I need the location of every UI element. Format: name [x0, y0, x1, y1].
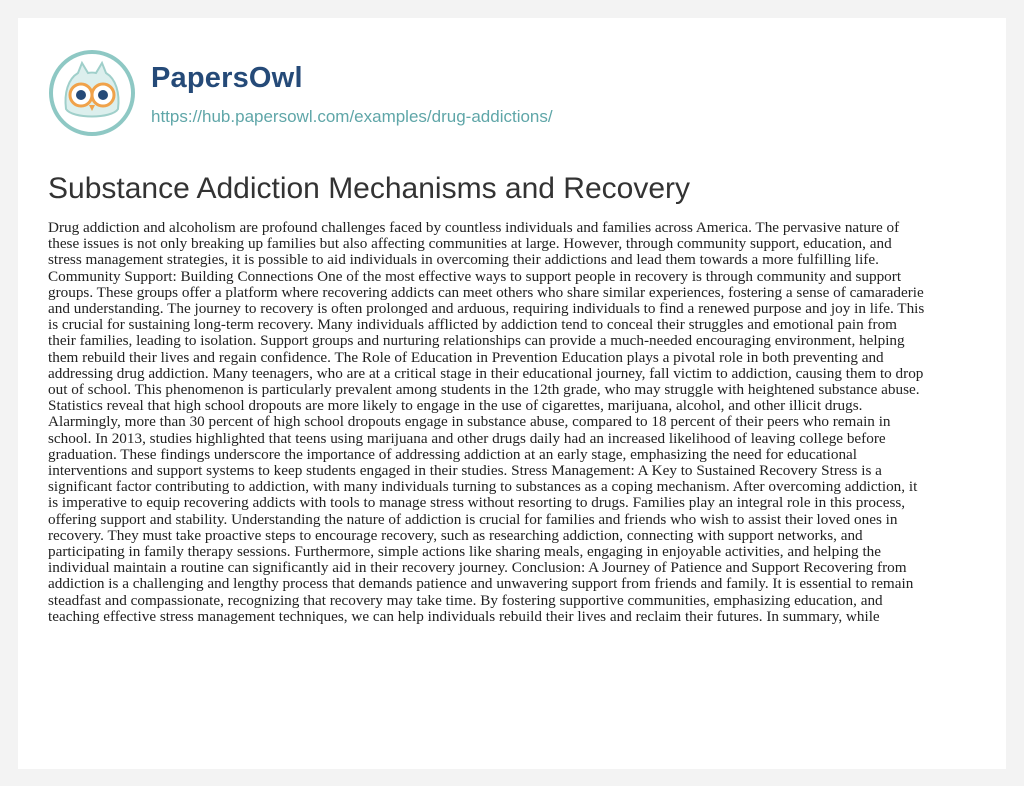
article-body-line: is imperative to equip recovering addicts with tools to manage stress without resorting to drugs. Families play an integral role in this process, — [48, 494, 906, 512]
article-body-line: stress management strategies, it is possible to aid individuals in overcoming their addictions and lead them towards a more fulfilling life. — [48, 251, 879, 269]
article-body-line: their families, leading to isolation. Support groups and nurturing relationships can provide a much-needed encouraging environment, helping — [48, 332, 905, 350]
article-body-line: individual maintain a routine can significantly aid in their recovery journey. Conclusion: A Journey of Patience and Support Recovering from — [48, 559, 907, 577]
article-body-line: groups. These groups offer a platform where recovering addicts can meet others who share similar experiences, fostering a sense of camaraderie — [48, 283, 924, 301]
article-body-line: Community Support: Building Connections One of the most effective ways to support people in recovery is through community and support — [48, 267, 902, 285]
article-body-line: is crucial for sustaining long-term recovery. Many individuals afflicted by addiction tend to conceal their struggles and emotional pain from — [48, 316, 897, 334]
article-body — [48, 220, 990, 625]
article-title: Substance Addiction Mechanisms and Recovery — [48, 172, 691, 205]
article-body-line: Drug addiction and alcoholism are profound challenges faced by countless individuals and families across America. The pervasive nature of — [48, 219, 900, 236]
article-body-line: teaching effective stress management techniques, we can help individuals rebuild their lives and reclaim their futures. In summary, while — [48, 607, 880, 625]
owl-logo-icon — [48, 49, 136, 137]
article-body-line: Alarmingly, more than 30 percent of high school dropouts engage in substance abuse, compared to 18 percent of their peers who remain in — [48, 413, 891, 431]
article-body-line: steadfast and compassionate, recognizing that recovery may take time. By fostering supportive communities, emphasizing education, and — [48, 591, 883, 609]
article-body-line: school. In 2013, studies highlighted that teens using marijuana and other drugs daily had an increased likelihood of leaving college before — [48, 429, 886, 447]
source-url-link[interactable]: https://hub.papersowl.com/examples/drug-addictions/ — [151, 107, 553, 126]
site-header — [48, 46, 948, 146]
article-body-line: addressing drug addiction. Many teenagers, who are at a critical stage in their educational journey, fall victim to addiction, causing them to drop — [48, 364, 924, 382]
article-body-line: participating in family therapy sessions. Furthermore, simple actions like sharing meals, engaging in enjoyable activities, and helping the — [48, 543, 881, 561]
article-body-line: addiction is a challenging and lengthy process that demands patience and unwavering support from friends and family. It is essential to remain — [48, 575, 914, 593]
article-body-line: interventions and support systems to keep students engaged in their studies. Stress Management: A Key to Sustained Recovery Stress is a — [48, 462, 882, 480]
article-body-line: these issues is not only breaking up families but also affecting communities at large. However, through community support, education, and — [48, 235, 892, 253]
brand-name[interactable]: PapersOwl — [151, 62, 303, 94]
article-body-line: out of school. This phenomenon is particularly prevalent among students in the 12th grade, who may struggle with heightened substance abuse. — [48, 381, 920, 399]
article-body-line: Statistics reveal that high school dropouts are more likely to engage in the use of cigarettes, marijuana, alcohol, and other illicit drugs. — [48, 397, 863, 415]
article-body-line: them rebuild their lives and regain confidence. The Role of Education in Prevention Education plays a pivotal role in both preventing and — [48, 348, 884, 366]
article-body-line: and understanding. The journey to recovery is often prolonged and arduous, requiring individuals to find a renewed purpose and joy in life. This — [48, 300, 925, 318]
article-body-line: offering support and stability. Understanding the nature of addiction is crucial for families and friends who wish to assist their loved ones in — [48, 510, 898, 528]
article-body-line: significant factor contributing to addiction, with many individuals turning to substances as a coping mechanism. After overcoming addiction, it — [48, 478, 918, 496]
article-body-line: graduation. These findings underscore the importance of addressing addiction at an early stage, emphasizing the need for educational — [48, 445, 858, 463]
article-body-line: recovery. They must take proactive steps to encourage recovery, such as researching addiction, connecting with support networks, and — [48, 526, 863, 544]
document-page — [18, 18, 1006, 769]
